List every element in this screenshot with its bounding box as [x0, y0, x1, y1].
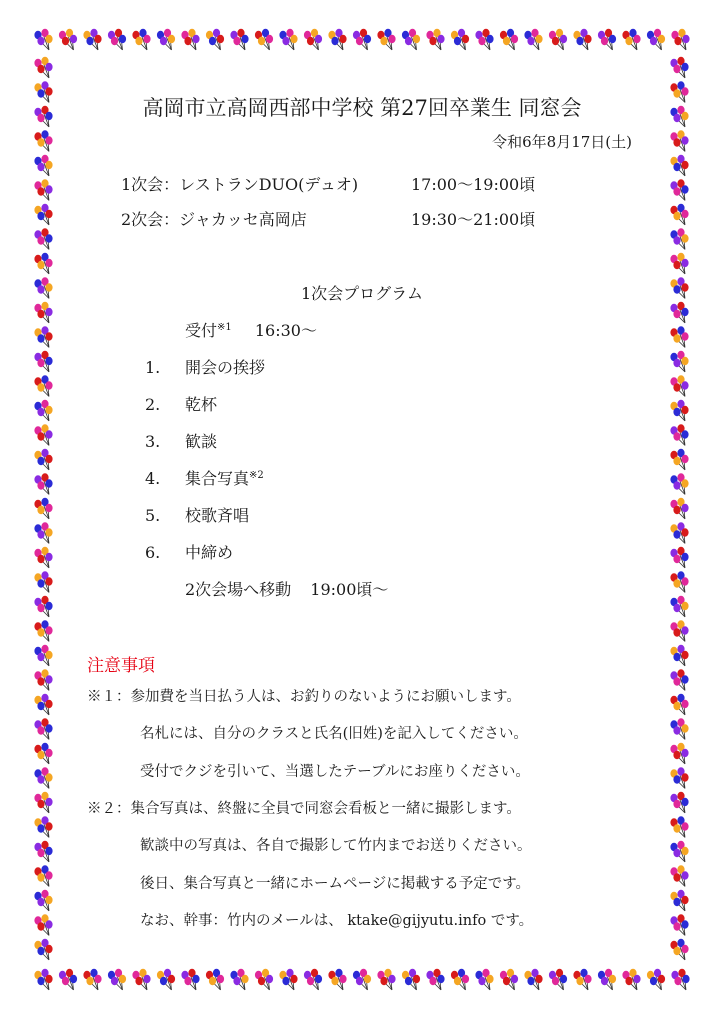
item-number: 2.	[145, 395, 161, 414]
note-line: ※２：集合写真は、終盤に全員で同窓会看板と一緒に撮影します。	[87, 801, 521, 817]
move-time: 19:00頃～	[310, 580, 389, 599]
note-mark: ※1	[217, 322, 232, 333]
item-number: 6.	[145, 543, 161, 562]
item-number: 3.	[145, 432, 161, 451]
note-line: 後日、集合写真と一緒にホームページに掲載する予定です。	[140, 876, 531, 892]
schedule-row	[121, 172, 535, 195]
note-line: 歓談中の写真は、各自で撮影して竹内までお送りください。	[140, 838, 532, 854]
move-label: 2次会場へ移動	[185, 580, 292, 599]
note-line: なお、幹事：竹内のメールは、 ktake@gijyutu.info です。	[140, 913, 534, 929]
item-label: 開会の挨拶	[185, 358, 266, 377]
item-label: 集合写真	[185, 469, 250, 488]
move-row	[185, 577, 388, 600]
note-line: 名札には、自分のクラスと氏名(旧姓)を記入してください。	[140, 726, 528, 742]
notes-heading: 注意事項	[87, 656, 155, 676]
schedule-name: 2次会：ジャカッセ高岡店	[121, 210, 307, 229]
reception-time: 16:30～	[254, 321, 317, 340]
event-date: 令和6年8月17日(土)	[492, 133, 632, 151]
item-number: 5.	[145, 506, 161, 525]
reception-row	[185, 318, 317, 341]
note-line: ※１：参加費を当日払う人は、お釣りのないようにお願いします。	[87, 689, 521, 705]
schedule-name: 1次会：レストランDUO(デュオ)	[121, 175, 359, 194]
item-label: 中締め	[185, 543, 234, 562]
note-line: 受付でクジを引いて、当選したテーブルにお座りください。	[140, 764, 530, 780]
schedule-time: 19:30～21:00頃	[411, 210, 536, 229]
schedule-row	[121, 207, 535, 230]
note-mark: ※2	[249, 470, 264, 481]
program-item	[145, 392, 217, 415]
item-number: 1.	[145, 358, 161, 377]
program-item	[145, 355, 265, 378]
item-label: 校歌斉唱	[185, 506, 250, 525]
item-number: 4.	[145, 469, 161, 488]
page-title: 高岡市立高岡西部中学校 第27回卒業生 同窓会	[142, 96, 582, 120]
program-item	[145, 429, 217, 452]
program-title: 1次会プログラム	[300, 284, 424, 303]
program-item	[145, 540, 233, 563]
schedule-time: 17:00～19:00頃	[411, 175, 536, 194]
program-item	[145, 466, 264, 489]
item-label: 乾杯	[185, 395, 218, 414]
item-label: 歓談	[185, 432, 218, 451]
reception-label: 受付	[185, 321, 218, 340]
program-item	[145, 503, 249, 526]
